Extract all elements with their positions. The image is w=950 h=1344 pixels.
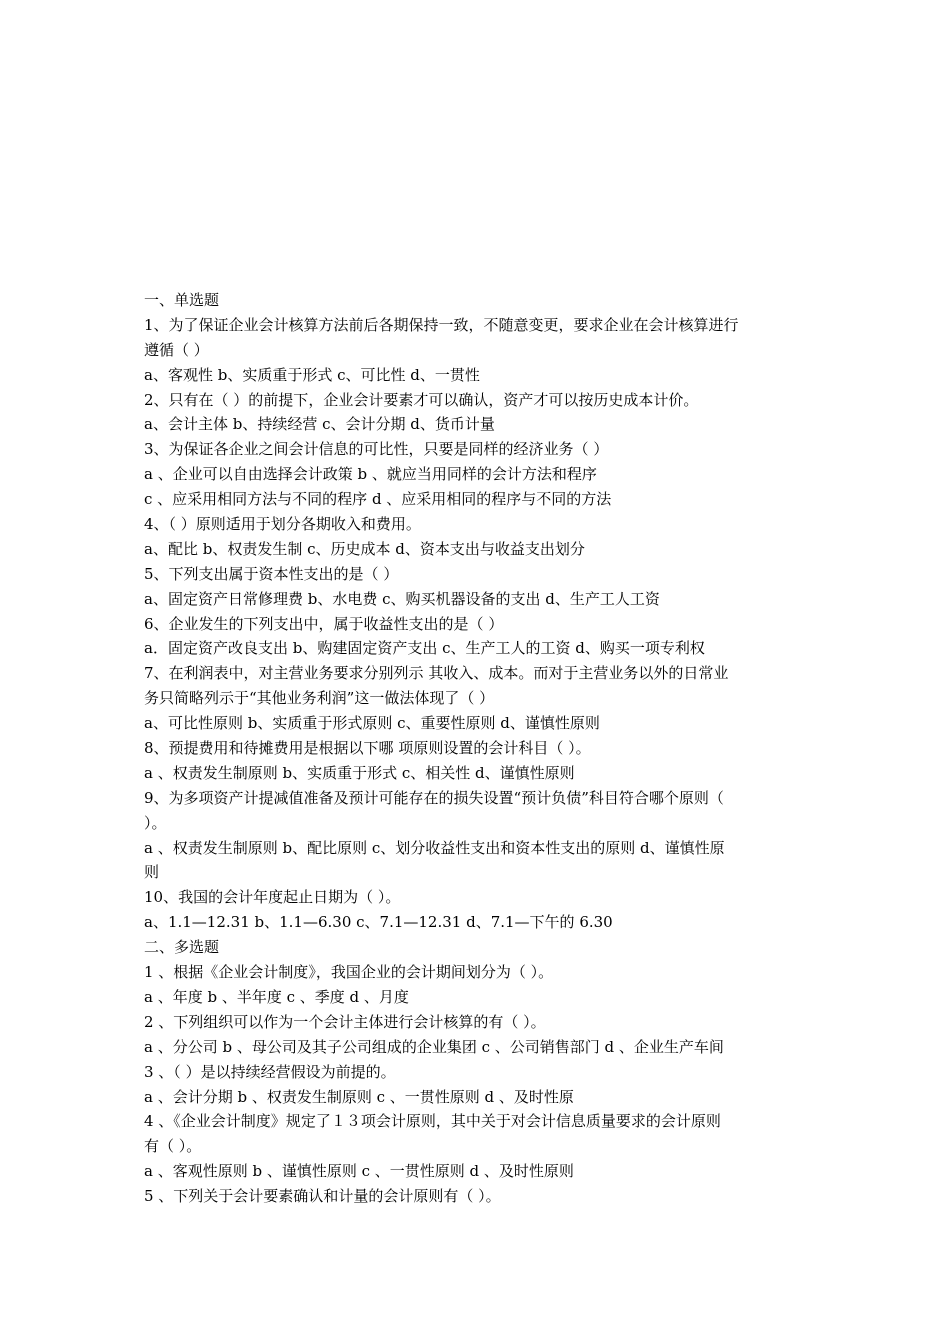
text-line: a 、客观性原则 b 、谨慎性原则 c 、一贯性原则 d 、及时性原则 [144,1162,574,1181]
text-line: a、客观性 b、实质重于形式 c、可比性 d、一贯性 [144,365,480,384]
text-line: 2 、下列组织可以作为一个会计主体进行会计核算的有（ ）。 [144,1012,546,1031]
text-line: c 、应采用相同方法与不同的程序 d 、应采用相同的程序与不同的方法 [144,490,612,509]
text-line: 4 、《企业会计制度》规定了１３项会计原则，其中关于对会计信息质量要求的会计原则 [144,1112,721,1131]
text-line: 3、为保证各企业之间会计信息的可比性，只要是同样的经济业务（ ） [144,440,609,459]
text-line: 1 、根据《企业会计制度》，我国企业的会计期间划分为（ ）。 [144,963,554,982]
text-line: a．固定资产改良支出 b、购建固定资产支出 c、生产工人的工资 d、购买一项专利权 [144,639,705,658]
text-line: a 、分公司 b 、母公司及其子公司组成的企业集团 c 、公司销售部门 d 、企业生产车间 [144,1037,724,1056]
text-line: 遵循（ ） [144,340,209,359]
text-line: a 、会计分期 b 、权责发生制原则 c 、一贯性原则 d 、及时性原 [144,1087,574,1106]
text-line: 则 [144,863,160,882]
text-line: a 、权责发生制原则 b、配比原则 c、划分收益性支出和资本性支出的原则 d、谨慎性原 [144,838,725,857]
text-line: 5 、下列关于会计要素确认和计量的会计原则有（ ）。 [144,1187,501,1206]
text-line: ）。 [144,813,167,832]
text-line: 一、单选题 [144,291,220,309]
text-line: 8、预提费用和待摊费用是根据以下哪 项原则设置的会计科目（ ）。 [144,739,591,758]
text-line: 10、我国的会计年度起止日期为（ ）。 [144,888,401,907]
text-line: 有（ ）。 [144,1137,202,1156]
text-line: 6、企业发生的下列支出中，属于收益性支出的是（ ） [144,614,504,633]
text-line: a 、权责发生制原则 b、实质重于形式 c、相关性 d、谨慎性原则 [144,763,575,782]
text-line: 务只简略列示于“其他业务利润”这一做法体现了（ ） [144,689,495,708]
text-line: a 、企业可以自由选择会计政策 b 、就应当用同样的会计方法和程序 [144,465,597,484]
text-line: 二、多选题 [144,938,220,957]
text-line: 5、下列支出属于资本性支出的是（ ） [144,564,399,583]
text-line: a、配比 b、权责发生制 c、历史成本 d、资本支出与收益支出划分 [144,539,585,558]
text-line: 3 、（ ）是以持续经营假设为前提的。 [144,1062,396,1081]
text-line: a、1.1—12.31 b、1.1—6.30 c、7.1—12.31 d、7.1—下午的 6.30 [144,913,613,932]
text-line: a、固定资产日常修理费 b、水电费 c、购买机器设备的支出 d、生产工人工资 [144,589,660,608]
text-line: 1、为了保证企业会计核算方法前后各期保持一致，不随意变更，要求企业在会计核算进行 [144,315,739,334]
text-line: 9、为多项资产计提减值准备及预计可能存在的损失设置“预计负债”科目符合哪个原则（ [144,788,724,807]
text-line: a、可比性原则 b、实质重于形式原则 c、重要性原则 d、谨慎性原则 [144,714,600,733]
text-line: 2、只有在（ ）的前提下，企业会计要素才可以确认，资产才可以按历史成本计价。 [144,390,699,409]
document-body [144,288,810,1209]
text-line: 7、在利润表中，对主营业务要求分别列示 其收入、成本。而对于主营业务以外的日常业 [144,664,729,683]
text-line: 4、（ ）原则适用于划分各期收入和费用。 [144,515,421,534]
text-line: a、会计主体 b、持续经营 c、会计分期 d、货币计量 [144,415,495,434]
text-line: a 、年度 b 、半年度 c 、季度 d 、月度 [144,987,409,1006]
